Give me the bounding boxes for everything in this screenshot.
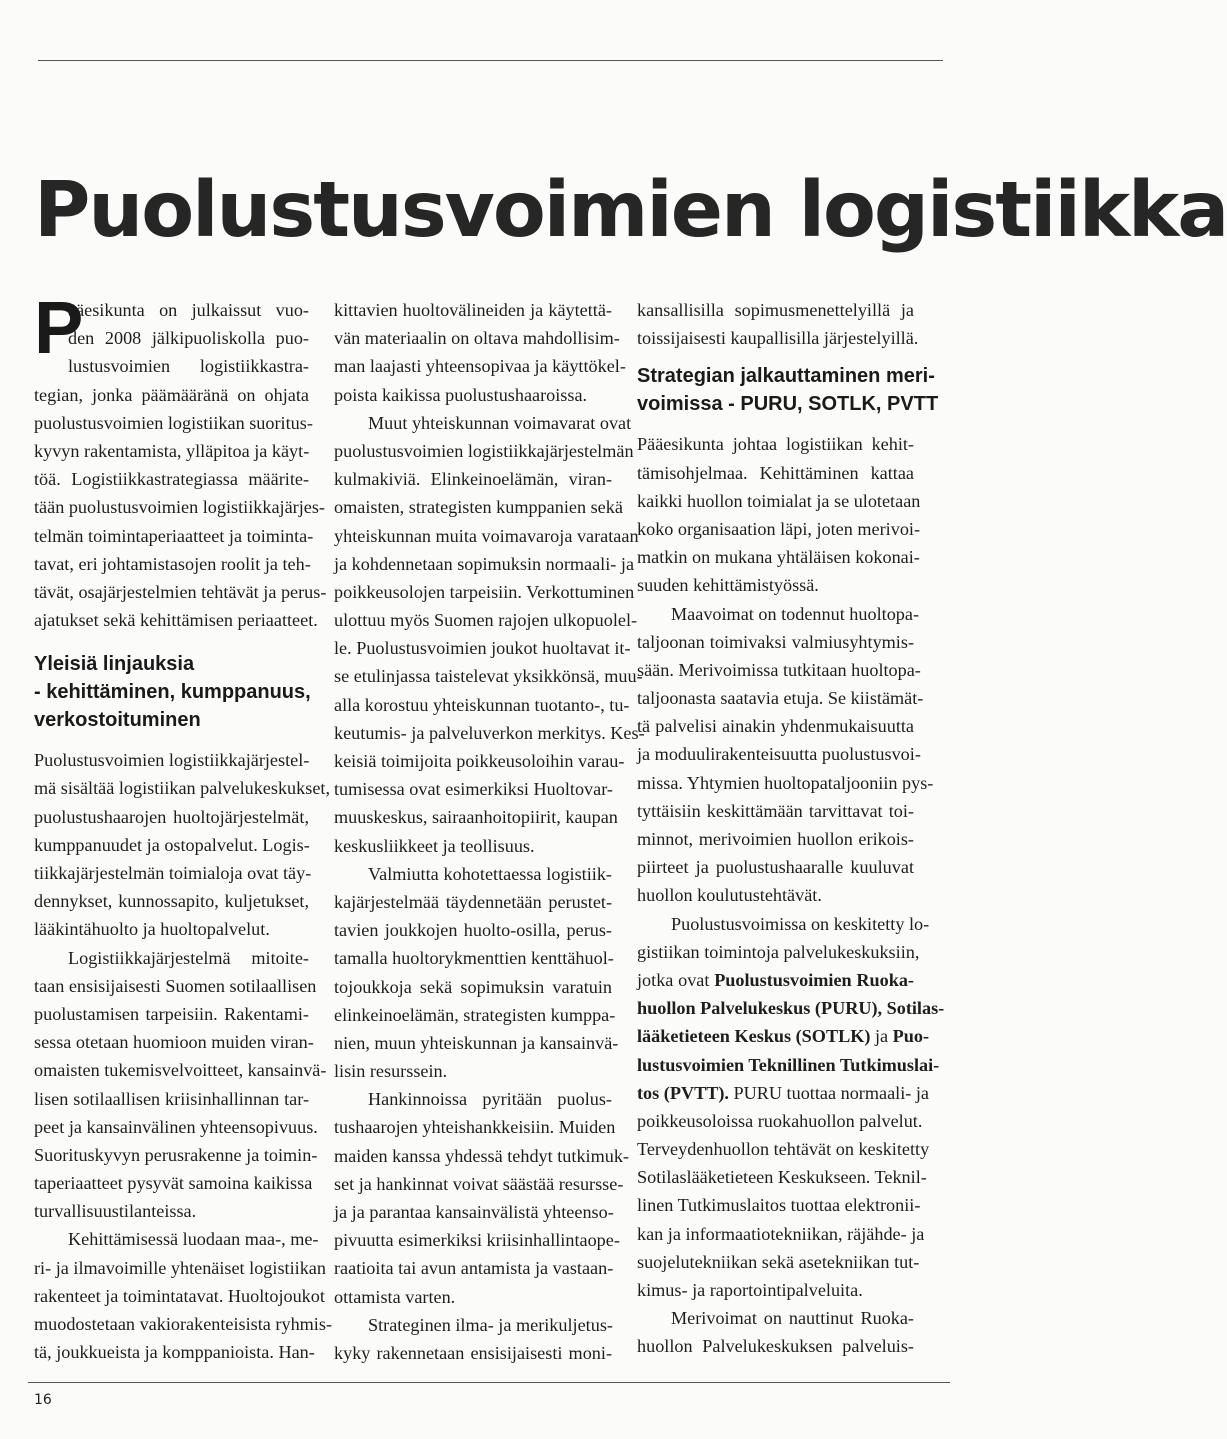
text-line: telmän toimintaperiaatteet ja toiminta- xyxy=(34,525,314,546)
text-line: kittavien huoltovälineiden ja käytettä- xyxy=(334,300,612,320)
heading-line: Strategian jalkauttaminen meri- xyxy=(637,365,935,388)
text-line: raatioita tai avun antamista ja vastaan- xyxy=(334,1258,614,1279)
text-line: lääkintähuolto ja huoltopalvelut. xyxy=(34,919,270,940)
paragraph xyxy=(637,600,934,910)
text-line: tavien joukkojen huolto-osilla, perus- xyxy=(334,920,612,941)
text-line: kyvyn rakentamista, ylläpitoa ja käyt- xyxy=(34,440,310,461)
text-line: taljoonasta saatavia etuja. Se kiistämät- xyxy=(637,688,924,709)
bold-text-line: lustusvoimien Teknillinen Tutkimuslai- xyxy=(637,1054,940,1075)
paragraph xyxy=(334,296,626,409)
paragraph xyxy=(637,910,945,1305)
text-line: lustusvoimien logistiikkastra- xyxy=(68,356,309,377)
text-line: suuden kehittämistyössä. xyxy=(637,575,819,596)
top-rule xyxy=(38,60,943,61)
text-line: turvallisuustilanteissa. xyxy=(34,1201,197,1222)
text-line: tumisessa ovat esimerkiksi Huoltovar- xyxy=(334,779,613,800)
paragraph xyxy=(334,409,645,860)
text-line: Pääesikunta johtaa logistiikan kehit- xyxy=(637,434,914,455)
paragraph xyxy=(637,296,919,352)
text-line: mä sisältää logistiikan palvelukeskukset, xyxy=(34,778,330,799)
section-heading xyxy=(34,650,309,734)
paragraph xyxy=(334,1085,629,1311)
section-heading xyxy=(637,362,939,418)
text-line: ääesikunta on julkaissut vuo- xyxy=(68,300,309,320)
paragraph xyxy=(334,1311,612,1367)
text-line: tegian, jonka päämääränä on ohjata xyxy=(34,384,309,405)
heading-line: - kehittäminen, kumppanuus, xyxy=(34,681,311,704)
text-line: pivuutta esimerkiksi kriisinhallintaope- xyxy=(334,1230,620,1251)
text-line: taperiaatteet pysyvät samoina kaikissa xyxy=(34,1173,313,1194)
text-line: kumppanuudet ja ostopalvelut. Logis- xyxy=(34,834,310,855)
text-line: elinkeinoelämän, strategisten kumppa- xyxy=(334,1004,616,1025)
text-line: maiden kanssa yhdessä tehdyt tutkimuk- xyxy=(334,1145,629,1166)
page-number: 16 xyxy=(34,1392,52,1408)
text-line: alla korostuu yhteiskunnan tuotanto-, tu- xyxy=(334,694,630,715)
paragraph xyxy=(334,860,619,1086)
text-line: gistiikan toimintoja palvelukeskuksiin, xyxy=(637,941,920,962)
text-line xyxy=(637,1022,930,1050)
paragraph xyxy=(34,944,327,1226)
text-line: koko organisaation läpi, joten merivoi- xyxy=(637,518,921,539)
text-line: ja ja parantaa kansainvälistä yhteenso- xyxy=(334,1202,614,1222)
text-line: poista kaikissa puolustushaaroissa. xyxy=(334,384,588,405)
text-line: dennykset, kunnossapito, kuljetukset, xyxy=(34,891,309,912)
text-line: ri- ja ilmavoimille yhtenäiset logistiikan xyxy=(34,1257,326,1278)
text-line: tiikkajärjestelmän toimialoja ovat täy- xyxy=(34,863,312,883)
text-line: töä. Logistiikkastrategiassa määrite- xyxy=(34,469,309,490)
text-line: tään puolustusvoimien logistiikkajärjes- xyxy=(34,497,325,518)
text-line: keisiä toimijoita poikkeusoloihin varau- xyxy=(334,751,625,771)
text-line: taan ensisijaisesti Suomen sotilaallisen xyxy=(34,975,317,996)
bold-text: lääketieteen Keskus (SOTLK) xyxy=(637,1026,871,1047)
text-line: ottamista varten. xyxy=(334,1286,456,1307)
text-line: Sotilaslääketieteen Keskukseen. Teknil- xyxy=(637,1167,927,1188)
text-line: Merivoimat on nauttinut Ruoka- xyxy=(671,1308,914,1329)
text-line: man laajasti yhteensopivaa ja käyttökel- xyxy=(334,356,626,377)
bottom-rule xyxy=(28,1382,950,1383)
bold-text: Puolustusvoimien Ruoka- xyxy=(714,969,914,990)
page-title: Puolustusvoimien logistiikka xyxy=(34,165,1227,255)
text-line: kimus- ja raportointipalveluita. xyxy=(637,1280,863,1300)
text-run: ja xyxy=(870,1026,893,1047)
text-line: piirteet ja puolustushaaralle kuuluvat xyxy=(637,857,914,878)
text-line: ja moduulirakenteisuutta puolustusvoi- xyxy=(637,744,921,765)
text-line: ulottuu myös Suomen rajojen ulkopuolel- xyxy=(334,610,638,631)
text-run: jotka ovat xyxy=(637,969,715,990)
heading-line: verkostoituminen xyxy=(34,709,201,732)
text-line: kajärjestelmää täydennetään perustet- xyxy=(334,891,612,912)
text-line: le. Puolustusvoimien joukot huoltavat it- xyxy=(334,638,631,659)
text-line: poikkeusolojen tarpeisiin. Verkottuminen xyxy=(334,581,635,602)
text-line: Suorituskyvyn perusrakenne ja toimin- xyxy=(34,1144,318,1165)
text-line: tushaarojen yhteishankkeisiin. Muiden xyxy=(334,1117,616,1138)
text-line: keskusliikkeet ja teollisuus. xyxy=(334,835,535,856)
text-line: matkin on mukana yhtäläisen kokonai- xyxy=(637,547,920,568)
text-run: PURU tuottaa normaali- ja xyxy=(728,1082,929,1103)
column-3 xyxy=(637,296,945,1361)
text-line: minnot, merivoimien huollon erikois- xyxy=(637,829,914,849)
text-line: toissijaisesti kaupallisilla järjestelyillä. xyxy=(637,328,919,349)
bold-text: tos (PVTT). xyxy=(637,1082,729,1103)
text-line: yhteiskunnan muita voimavaroja varataan xyxy=(334,525,639,546)
text-line: taljoonan toimivaksi valmiusyhtymis- xyxy=(637,631,914,652)
text-line: tavat, eri johtamistasojen roolit ja teh- xyxy=(34,553,311,574)
column-1 xyxy=(34,286,332,1366)
text-line: tamalla huoltorykmenttien kenttähuol- xyxy=(334,948,614,969)
text-line: den 2008 jälkipuoliskolla puo- xyxy=(68,328,309,349)
text-line: se etulinjassa taistelevat yksikkönsä, muu- xyxy=(334,666,643,687)
text-line: peet ja kansainvälinen yhteensopivuus. xyxy=(34,1116,318,1137)
text-line: poikkeusoloissa ruokahuollon palvelut. xyxy=(637,1110,923,1131)
text-line: omaisten tukemisvelvoitteet, kansainvä- xyxy=(34,1060,327,1081)
text-line: lisin resurssein. xyxy=(334,1061,448,1082)
text-line: Hankinnoissa pyritään puolus- xyxy=(368,1089,612,1110)
paragraph xyxy=(637,1304,914,1360)
text-line: sessa otetaan huomioon muiden viran- xyxy=(34,1032,314,1053)
text-line: huollon koulutustehtävät. xyxy=(637,885,822,906)
text-line: set ja hankinnat voivat säästää resursse- xyxy=(334,1173,624,1194)
text-line: kulmakiviä. Elinkeinoelämän, viran- xyxy=(334,469,612,490)
text-line: Kehittämisessä luodaan maa-, me- xyxy=(68,1229,319,1250)
text-line: Logistiikkajärjestelmä mitoite- xyxy=(68,947,309,968)
text-line: muodostetaan vakiorakenteisista ryhmis- xyxy=(34,1314,332,1334)
text-line: Maavoimat on todennut huoltopa- xyxy=(671,603,920,624)
text-line: tojoukkoja sekä sopimuksin varatuin xyxy=(334,976,612,997)
paragraph xyxy=(34,746,330,943)
text-line: huollon Palvelukeskuksen palveluis- xyxy=(637,1336,914,1357)
text-line: linen Tutkimuslaitos tuottaa elektronii- xyxy=(637,1195,921,1216)
text-line: muuskeskus, sairaanhoitopiirit, kaupan xyxy=(334,807,618,828)
text-line: rakenteet ja toimintatavat. Huoltojoukot xyxy=(34,1285,325,1306)
paragraph xyxy=(637,430,921,599)
text-line: Muut yhteiskunnan voimavarat ovat xyxy=(368,412,632,433)
text-line: lisen sotilaallisen kriisinhallinnan tar- xyxy=(34,1088,309,1109)
text-line: Puolustusvoimien logistiikkajärjestel- xyxy=(34,750,310,771)
text-line: Puolustusvoimissa on keskitetty lo- xyxy=(671,913,930,934)
text-line: vän materiaalin on oltava mahdollisim- xyxy=(334,328,620,349)
text-line: tämisohjelmaa. Kehittäminen kattaa xyxy=(637,462,914,483)
text-line: suojelutekniikan sekä asetekniikan tut- xyxy=(637,1251,920,1272)
text-line: missa. Yhtymien huoltopataljooniin pys- xyxy=(637,772,934,793)
text-line: kyky rakennetaan ensisijaisesti moni- xyxy=(334,1342,612,1363)
text-line: puolustamisen tarpeisiin. Rakentami- xyxy=(34,1003,309,1024)
text-line: kan ja informaatiotekniikan, räjähde- ja xyxy=(637,1223,925,1244)
text-line: tä palvelisi ainakin yhdenmukaisuutta xyxy=(637,716,914,737)
text-line: Terveydenhuollon tehtävät on keskitetty xyxy=(637,1139,930,1160)
text-line: tävät, osajärjestelmien tehtävät ja perus- xyxy=(34,581,327,602)
heading-line: Yleisiä linjauksia xyxy=(34,653,195,676)
text-line: omaisten, strategisten kumppanien sekä xyxy=(334,497,623,518)
drop-cap: P xyxy=(34,286,84,369)
text-line: kaikki huollon toimialat ja se ulotetaan xyxy=(637,490,921,511)
paragraph xyxy=(34,1225,332,1366)
text-line: Valmiutta kohotettaessa logistiik- xyxy=(368,863,612,884)
text-line: ja kohdennetaan sopimuksin normaali- ja xyxy=(334,553,635,574)
text-line xyxy=(637,966,914,994)
text-line: Strateginen ilma- ja merikuljetus- xyxy=(368,1314,613,1335)
heading-line: voimissa - PURU, SOTLK, PVTT xyxy=(637,393,939,416)
text-line: puolustusvoimien logistiikan suoritus- xyxy=(34,412,313,433)
text-line: puolustushaarojen huoltojärjestelmät, xyxy=(34,806,309,827)
bold-text-line: huollon Palvelukeskus (PURU), Sotilas- xyxy=(637,998,945,1019)
text-line: kansallisilla sopimusmenettelyillä ja xyxy=(637,300,914,320)
text-line: sään. Merivoimissa tutkitaan huoltopa- xyxy=(637,659,921,680)
text-line: tyttäisiin keskittämään tarvittavat toi- xyxy=(637,800,914,821)
text-line xyxy=(637,1079,929,1107)
column-2 xyxy=(334,296,645,1367)
text-line: ajatukset sekä kehittämisen periaatteet. xyxy=(34,610,318,631)
text-line: tä, joukkueista ja komppanioista. Han- xyxy=(34,1342,315,1363)
text-line: puolustusvoimien logistiikkajärjestelmän xyxy=(334,440,634,461)
text-line: keutumis- ja palveluverkon merkitys. Kes- xyxy=(334,722,645,743)
text-line: nien, muun yhteiskunnan ja kansainvä- xyxy=(334,1032,619,1053)
bold-text: Puo- xyxy=(892,1026,930,1047)
